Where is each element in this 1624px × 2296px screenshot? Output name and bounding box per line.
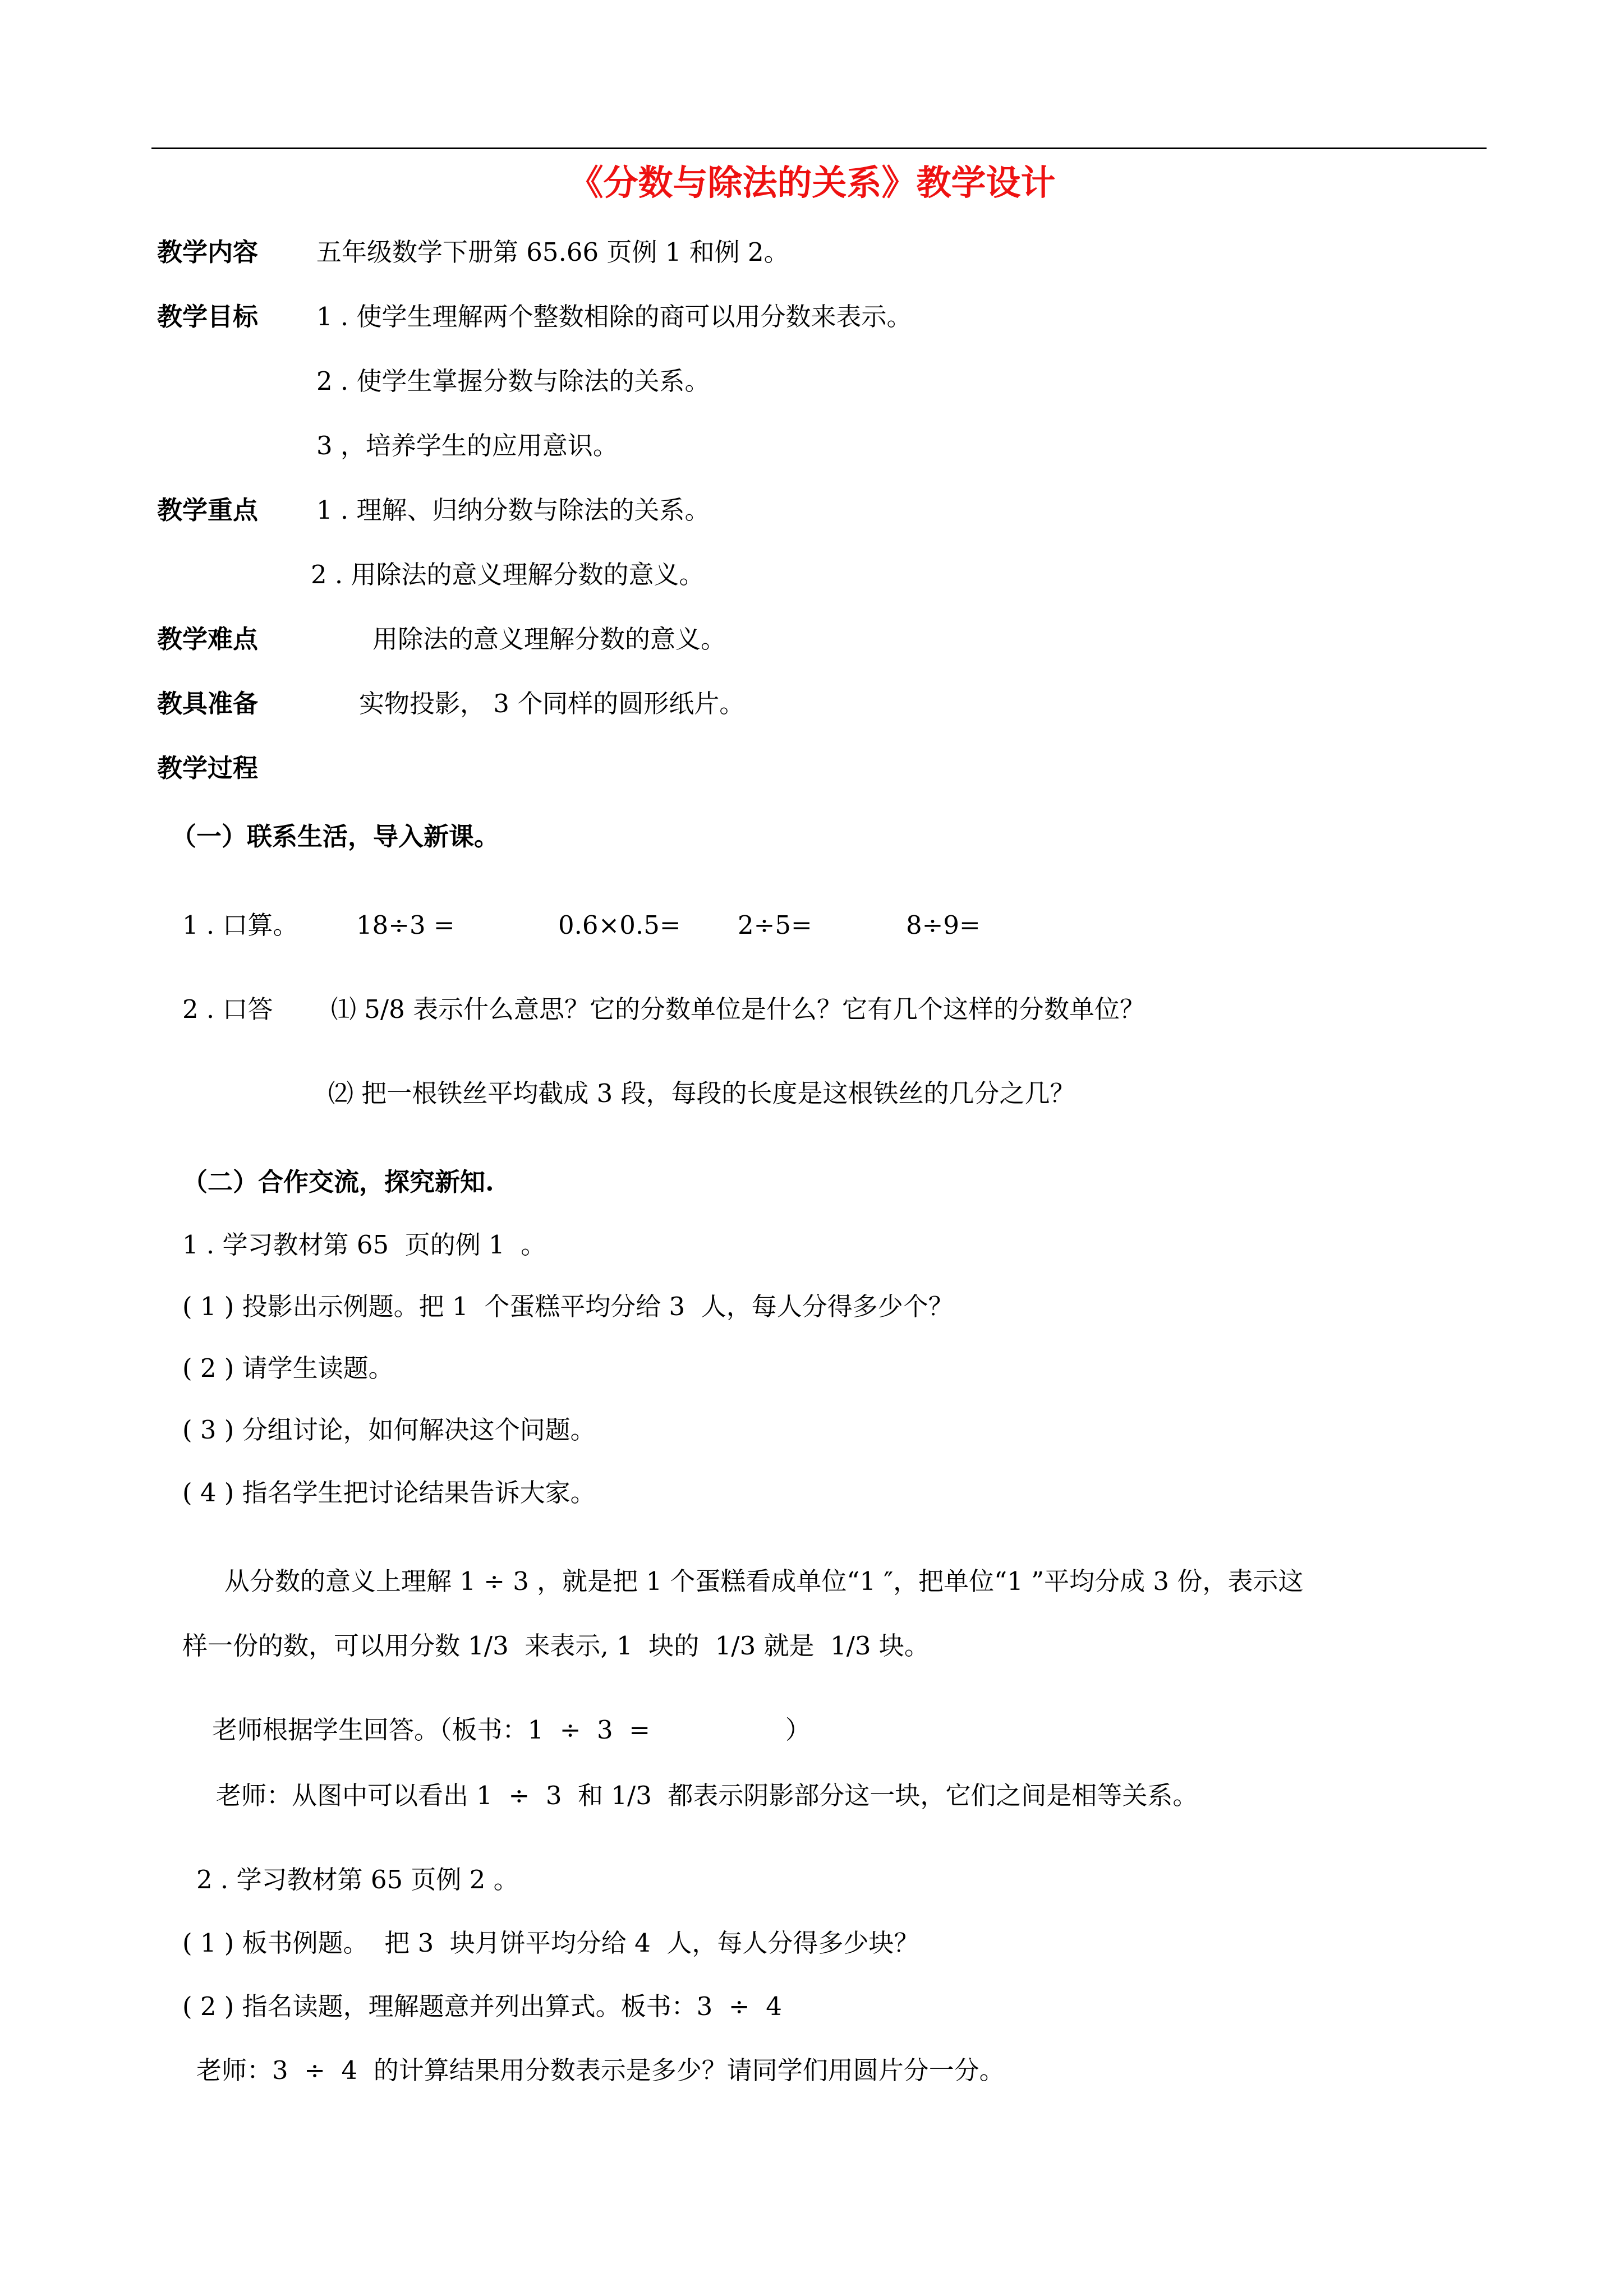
oral-answer-q2: ⑵ 把一根铁丝平均截成 3 段，每段的长度是这根铁丝的几分之几？ <box>328 1078 1075 1108</box>
process-label: 教学过程 <box>157 753 259 783</box>
key-point-item: 1 . 理解、归纳分数与除法的关系。 <box>316 495 710 525</box>
board-close: ） <box>785 1715 811 1745</box>
section2-line: 1 . 学习教材第 65 页的例 1 。 <box>182 1230 546 1260</box>
goals-label: 教学目标 <box>157 302 259 331</box>
header-rule <box>151 147 1487 149</box>
teacher-line: 老师：从图中可以看出 1 ÷ 3 和 1/3 都表示阴影部分这一块，它们之间是相等关系。 <box>216 1781 1198 1810</box>
paragraph-line: 样一份的数，可以用分数 1/3 来表示, 1 块的 1/3 就是 1/3 块。 <box>182 1631 930 1661</box>
section2-line: ( 1 ) 投影出示例题。把 1 个蛋糕平均分给 3 人，每人分得多少个？ <box>182 1292 954 1321</box>
section2-line: ( 4 ) 指名学生把讨论结果告诉大家。 <box>182 1478 596 1507</box>
content-text: 五年级数学下册第 65.66 页例 1 和例 2。 <box>316 237 789 267</box>
oral-answer-q1: ⑴ 5/8 表示什么意思？它的分数单位是什么？它有几个这样的分数单位？ <box>331 994 1145 1024</box>
difficulty-label: 教学难点 <box>157 624 259 654</box>
section2-heading: （二）合作交流，探究新知. <box>182 1167 494 1197</box>
content-label: 教学内容 <box>157 237 259 267</box>
goal-item: 1 . 使学生理解两个整数相除的商可以用分数来表示。 <box>316 302 912 331</box>
goal-item: 2 . 使学生掌握分数与除法的关系。 <box>316 366 710 396</box>
teacher-line: 老师：3 ÷ 4 的计算结果用分数表示是多少？请同学们用圆片分一分。 <box>196 2055 1005 2085</box>
oral-calc-prefix: 1 . 口算。 <box>182 910 298 940</box>
section1-heading: （一）联系生活，导入新课。 <box>171 822 500 851</box>
oral-calc-item: 0.6×0.5= <box>558 910 681 940</box>
difficulty-text: 用除法的意义理解分数的意义。 <box>372 624 726 654</box>
paragraph-line: 从分数的意义上理解 1 ÷ 3 ，就是把 1 个蛋糕看成单位“1 ″，把单位“1 ”平均分成 3 份，表示这 <box>224 1566 1304 1596</box>
example2-line: ( 2 ) 指名读题，理解题意并列出算式。板书：3 ÷ 4 <box>182 1991 782 2021</box>
section2-line: ( 2 ) 请学生读题。 <box>182 1353 394 1383</box>
document-title: 《分数与除法的关系》教学设计 <box>568 162 1056 203</box>
example2-line: ( 1 ) 板书例题。 把 3 块月饼平均分给 4 人，每人分得多少块？ <box>182 1928 919 1958</box>
tools-text: 实物投影， 3 个同样的圆形纸片。 <box>359 689 745 718</box>
oral-calc-item: 8÷9= <box>906 910 981 940</box>
board-text: 老师根据学生回答。（板书：1 ÷ 3 = <box>212 1715 650 1745</box>
goal-item: 3 ，培养学生的应用意识。 <box>316 431 618 460</box>
section2-line: ( 3 ) 分组讨论，如何解决这个问题。 <box>182 1415 596 1445</box>
key-point-item: 2 . 用除法的意义理解分数的意义。 <box>311 560 705 589</box>
oral-answer-prefix: 2 . 口答 <box>182 994 273 1024</box>
example2-line: 2 . 学习教材第 65 页例 2 。 <box>196 1865 519 1894</box>
key-points-label: 教学重点 <box>157 495 259 525</box>
oral-calc-item: 2÷5= <box>738 910 812 940</box>
oral-calc-item: 18÷3 = <box>356 910 455 940</box>
tools-label: 教具准备 <box>157 689 259 718</box>
